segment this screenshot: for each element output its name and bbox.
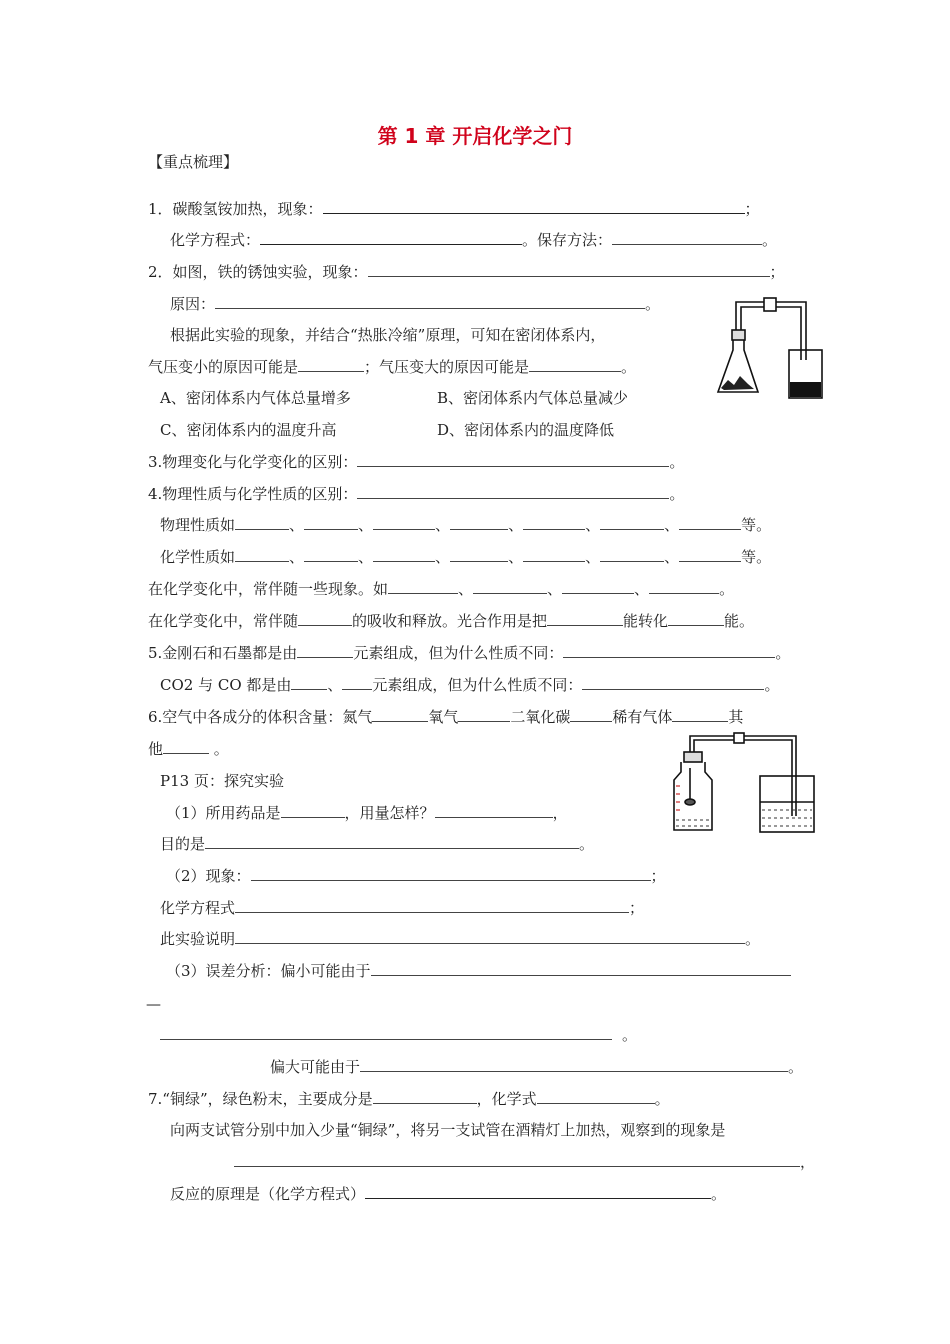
q6-explain-line [160,929,760,949]
q6-purpose-blank[interactable] [205,834,579,849]
q5-line2 [160,675,779,695]
q7-line4 [170,1184,726,1204]
q7-formula-label: ，化学式 [476,1090,537,1108]
q4-deng: 等。 [741,548,772,566]
q4-phys-blank-2[interactable] [304,515,358,530]
q1-end: 。 [762,231,778,249]
q4-energy-label: 在化学变化中，常伴随 [148,612,299,630]
q2-line4 [148,357,636,377]
q4-phen-blank-4[interactable] [649,579,719,594]
q3-line [148,452,684,472]
sep: 、 [289,548,305,566]
sep: 、 [585,516,601,534]
q5-reason-blank[interactable] [563,643,775,658]
q7-line1 [148,1089,670,1109]
q1-storage-label: 。保存方法： [522,231,613,249]
q6-p13-heading: P13 页：探究实验 [160,772,284,790]
q5-line1 [148,643,790,663]
q2-prompt: 2．如图，铁的锈蚀实验，现象： [148,263,368,281]
sep: 、 [508,516,524,534]
sep: 、 [435,548,451,566]
q7-line3 [234,1152,815,1172]
q7-equation-label: 反应的原理是（化学方程式） [170,1185,366,1203]
q2-reason-blank[interactable] [215,294,645,309]
q1-phenomenon-blank[interactable] [323,199,745,214]
q5-end: 。 [775,644,791,662]
q6-prompt: 6.空气中各成分的体积含量：氮气 [148,708,373,726]
sep: 、 [547,580,563,598]
q2-end: 。 [645,295,661,313]
q4-chem-blank-1[interactable] [235,547,289,562]
q4-phys-blank-7[interactable] [679,515,741,530]
q6-phenomenon-blank[interactable] [251,866,651,881]
section-heading: 【重点梳理】 [148,153,239,171]
sep: 、 [358,516,374,534]
q4-photo-blank-1[interactable] [547,611,623,626]
q7-phenomenon-blank[interactable] [234,1152,800,1167]
q1-equation-blank[interactable] [260,230,522,245]
q2-pressure-up-label: ；气压变大的原因可能是 [364,358,530,376]
q6-dash: — [146,995,161,1013]
q3-end: 。 [669,453,685,471]
sep: 、 [664,548,680,566]
q5-question: 元素组成，但为什么性质不同： [353,644,564,662]
q4-chemical-line [160,547,771,567]
q6-error-large-blank[interactable] [360,1057,788,1072]
q6-drug-label: （1）所用药品是 [166,804,281,822]
q6-purpose-label: 目的是 [160,835,206,853]
q5-prompt: 5.金刚石和石墨都是由 [148,644,298,662]
q6-error-small-blank[interactable] [371,961,791,976]
q6-equation-line [160,898,644,918]
q6-oxygen-label: 氧气 [428,708,459,726]
q6-s1-line [166,803,568,823]
q2-line1 [148,262,785,282]
q7-end: 。 [654,1090,670,1108]
q4-phenomena-label: 在化学变化中，常伴随一些现象。如 [148,580,389,598]
q3-prompt: 3.物理变化与化学变化的区别： [148,453,358,471]
q4-photo-blank-2[interactable] [668,611,724,626]
q5-co-reason-blank[interactable] [582,675,764,690]
q7-formula-blank[interactable] [537,1089,655,1104]
sep: 、 [435,516,451,534]
q5-co-blank-2[interactable] [342,675,372,690]
q7-equation-blank[interactable] [365,1184,711,1199]
q6-purpose-line [160,834,594,854]
q2-option-c: C、密闭体系内的温度升高 [160,421,337,439]
q7-component-blank[interactable] [373,1089,477,1104]
q4-chem-blank-7[interactable] [679,547,741,562]
sep: 、 [508,548,524,566]
q1-punct: ； [744,200,760,218]
q6-other-blank[interactable] [163,739,209,754]
q4-phys-blank-3[interactable] [373,515,435,530]
q6-semicolon: ； [650,867,666,885]
q5-co-question: 元素组成，但为什么性质不同： [372,676,583,694]
sep: 、 [458,580,474,598]
sep: 、 [585,548,601,566]
oxygen-content-apparatus-figure [668,730,816,834]
q6-nitrogen-blank[interactable] [372,707,428,722]
q6-end2: 。 [579,835,595,853]
q6-error-small-label: （3）误差分析：偏小可能由于 [166,962,371,980]
q6-error-large-label: 偏大可能由于 [270,1058,361,1076]
q6-noble-label: 稀有气体 [612,708,673,726]
q6-explain-blank[interactable] [235,929,745,944]
q7-line2: 向两支试管分别中加入少量“铜绿”，将另一支试管在酒精灯上加热，观察到的现象是 [170,1121,726,1139]
q4-phen-blank-3[interactable] [562,579,634,594]
q6-co2-label: 二氧化碳 [510,708,571,726]
q6-s3-line [166,961,791,981]
q4-phys-blank-5[interactable] [523,515,585,530]
q6-line2 [148,739,229,759]
q4-chem-blank-4[interactable] [450,547,508,562]
q6-phenomenon-label: （2）现象： [166,867,251,885]
q6-line1 [148,707,743,727]
q6-co2-blank[interactable] [570,707,612,722]
q6-oxygen-blank[interactable] [458,707,510,722]
q2-reason-label: 原因： [170,295,216,313]
q4-phenomena-line [148,579,734,599]
q6-amount-blank[interactable] [435,803,553,818]
q6-comma: ， [552,804,568,822]
q7-prompt: 7.“铜绿”，绿色粉末，主要成分是 [148,1090,373,1108]
q6-semicolon2: ； [629,899,645,917]
q4-energy-blank[interactable] [298,611,352,626]
q2-pressure-down-blank[interactable] [298,357,364,372]
q5-element-blank[interactable] [297,643,353,658]
q2-end2: 。 [621,358,637,376]
q4-chem-blank-2[interactable] [304,547,358,562]
q4-phen-blank-2[interactable] [473,579,547,594]
q6-end4: 。 [622,1026,638,1044]
q2-option-b: B、密闭体系内气体总量减少 [437,389,629,407]
q4-deng: 等。 [741,516,772,534]
sep: 、 [664,516,680,534]
q4-photo-label: 的吸收和释放。光合作用是把 [352,612,548,630]
q1-storage-blank[interactable] [612,230,762,245]
q4-line1 [148,484,684,504]
q6-error-large-line [270,1057,803,1077]
q2-pressure-down-label: 气压变小的原因可能是 [148,358,299,376]
q6-end5: 。 [788,1058,804,1076]
q6-drug-blank[interactable] [281,803,345,818]
q6-error-small-blank-2[interactable] [160,1025,612,1040]
q4-blank[interactable] [357,484,669,499]
q6-noble-blank[interactable] [672,707,728,722]
q6-explain-label: 此实验说明 [160,930,236,948]
q4-phys-blank-4[interactable] [450,515,508,530]
q6-error-small-cont [160,1025,637,1045]
q6-equation-blank[interactable] [235,898,629,913]
q6-other-start: 其 [728,708,744,726]
q4-phen-blank-1[interactable] [388,579,458,594]
q4-end2: 。 [719,580,735,598]
q2-line2 [170,294,660,314]
q7-end2: 。 [711,1185,727,1203]
q6-s2-line [166,866,666,886]
q1-line2 [170,230,777,250]
q2-punct: ； [769,263,785,281]
q1-equation-label: 化学方程式： [170,231,261,249]
q4-energy-line [148,611,754,631]
q4-prompt: 4.物理性质与化学性质的区别： [148,485,358,503]
q3-blank[interactable] [357,452,669,467]
q4-end3: 能。 [724,612,755,630]
q6-equation-label: 化学方程式 [160,899,236,917]
q6-amount-label: ，用量怎样？ [344,804,435,822]
q4-chem-blank-5[interactable] [523,547,585,562]
q6-other-end: 他 [148,740,164,758]
q4-chem-blank-6[interactable] [600,547,664,562]
q4-phys-blank-6[interactable] [600,515,664,530]
q1-prompt: 1．碳酸氢铵加热，现象： [148,200,323,218]
q2-option-d: D、密闭体系内的温度降低 [437,421,615,439]
sep: 、 [289,516,305,534]
q2-pressure-up-blank[interactable] [529,357,621,372]
q4-physical-label: 物理性质如 [160,516,236,534]
sep: 、 [634,580,650,598]
page-title: 第 1 章 开启化学之门 [377,124,573,148]
q6-end3: 。 [745,930,761,948]
q5-co-blank-1[interactable] [291,675,327,690]
rusting-apparatus-figure [712,290,824,402]
sep: 、 [358,548,374,566]
q4-photo-mid: 能转化 [623,612,669,630]
q2-line3: 根据此实验的现象，并结合“热胀冷缩”原理，可知在密闭体系内， [170,326,606,344]
q4-end: 。 [669,485,685,503]
sep: 、 [327,676,343,694]
q4-chem-blank-3[interactable] [373,547,435,562]
q2-option-a: A、密闭体系内气体总量增多 [160,389,351,407]
q6-end: 。 [209,740,229,758]
q2-phenomenon-blank[interactable] [368,262,770,277]
q5-co-prompt: CO2 与 CO 都是由 [160,676,292,694]
q4-phys-blank-1[interactable] [235,515,289,530]
q4-chemical-label: 化学性质如 [160,548,236,566]
q4-physical-line [160,515,771,535]
q7-comma: ， [800,1153,816,1171]
q5-end2: 。 [764,676,780,694]
q1-line1 [148,199,760,219]
